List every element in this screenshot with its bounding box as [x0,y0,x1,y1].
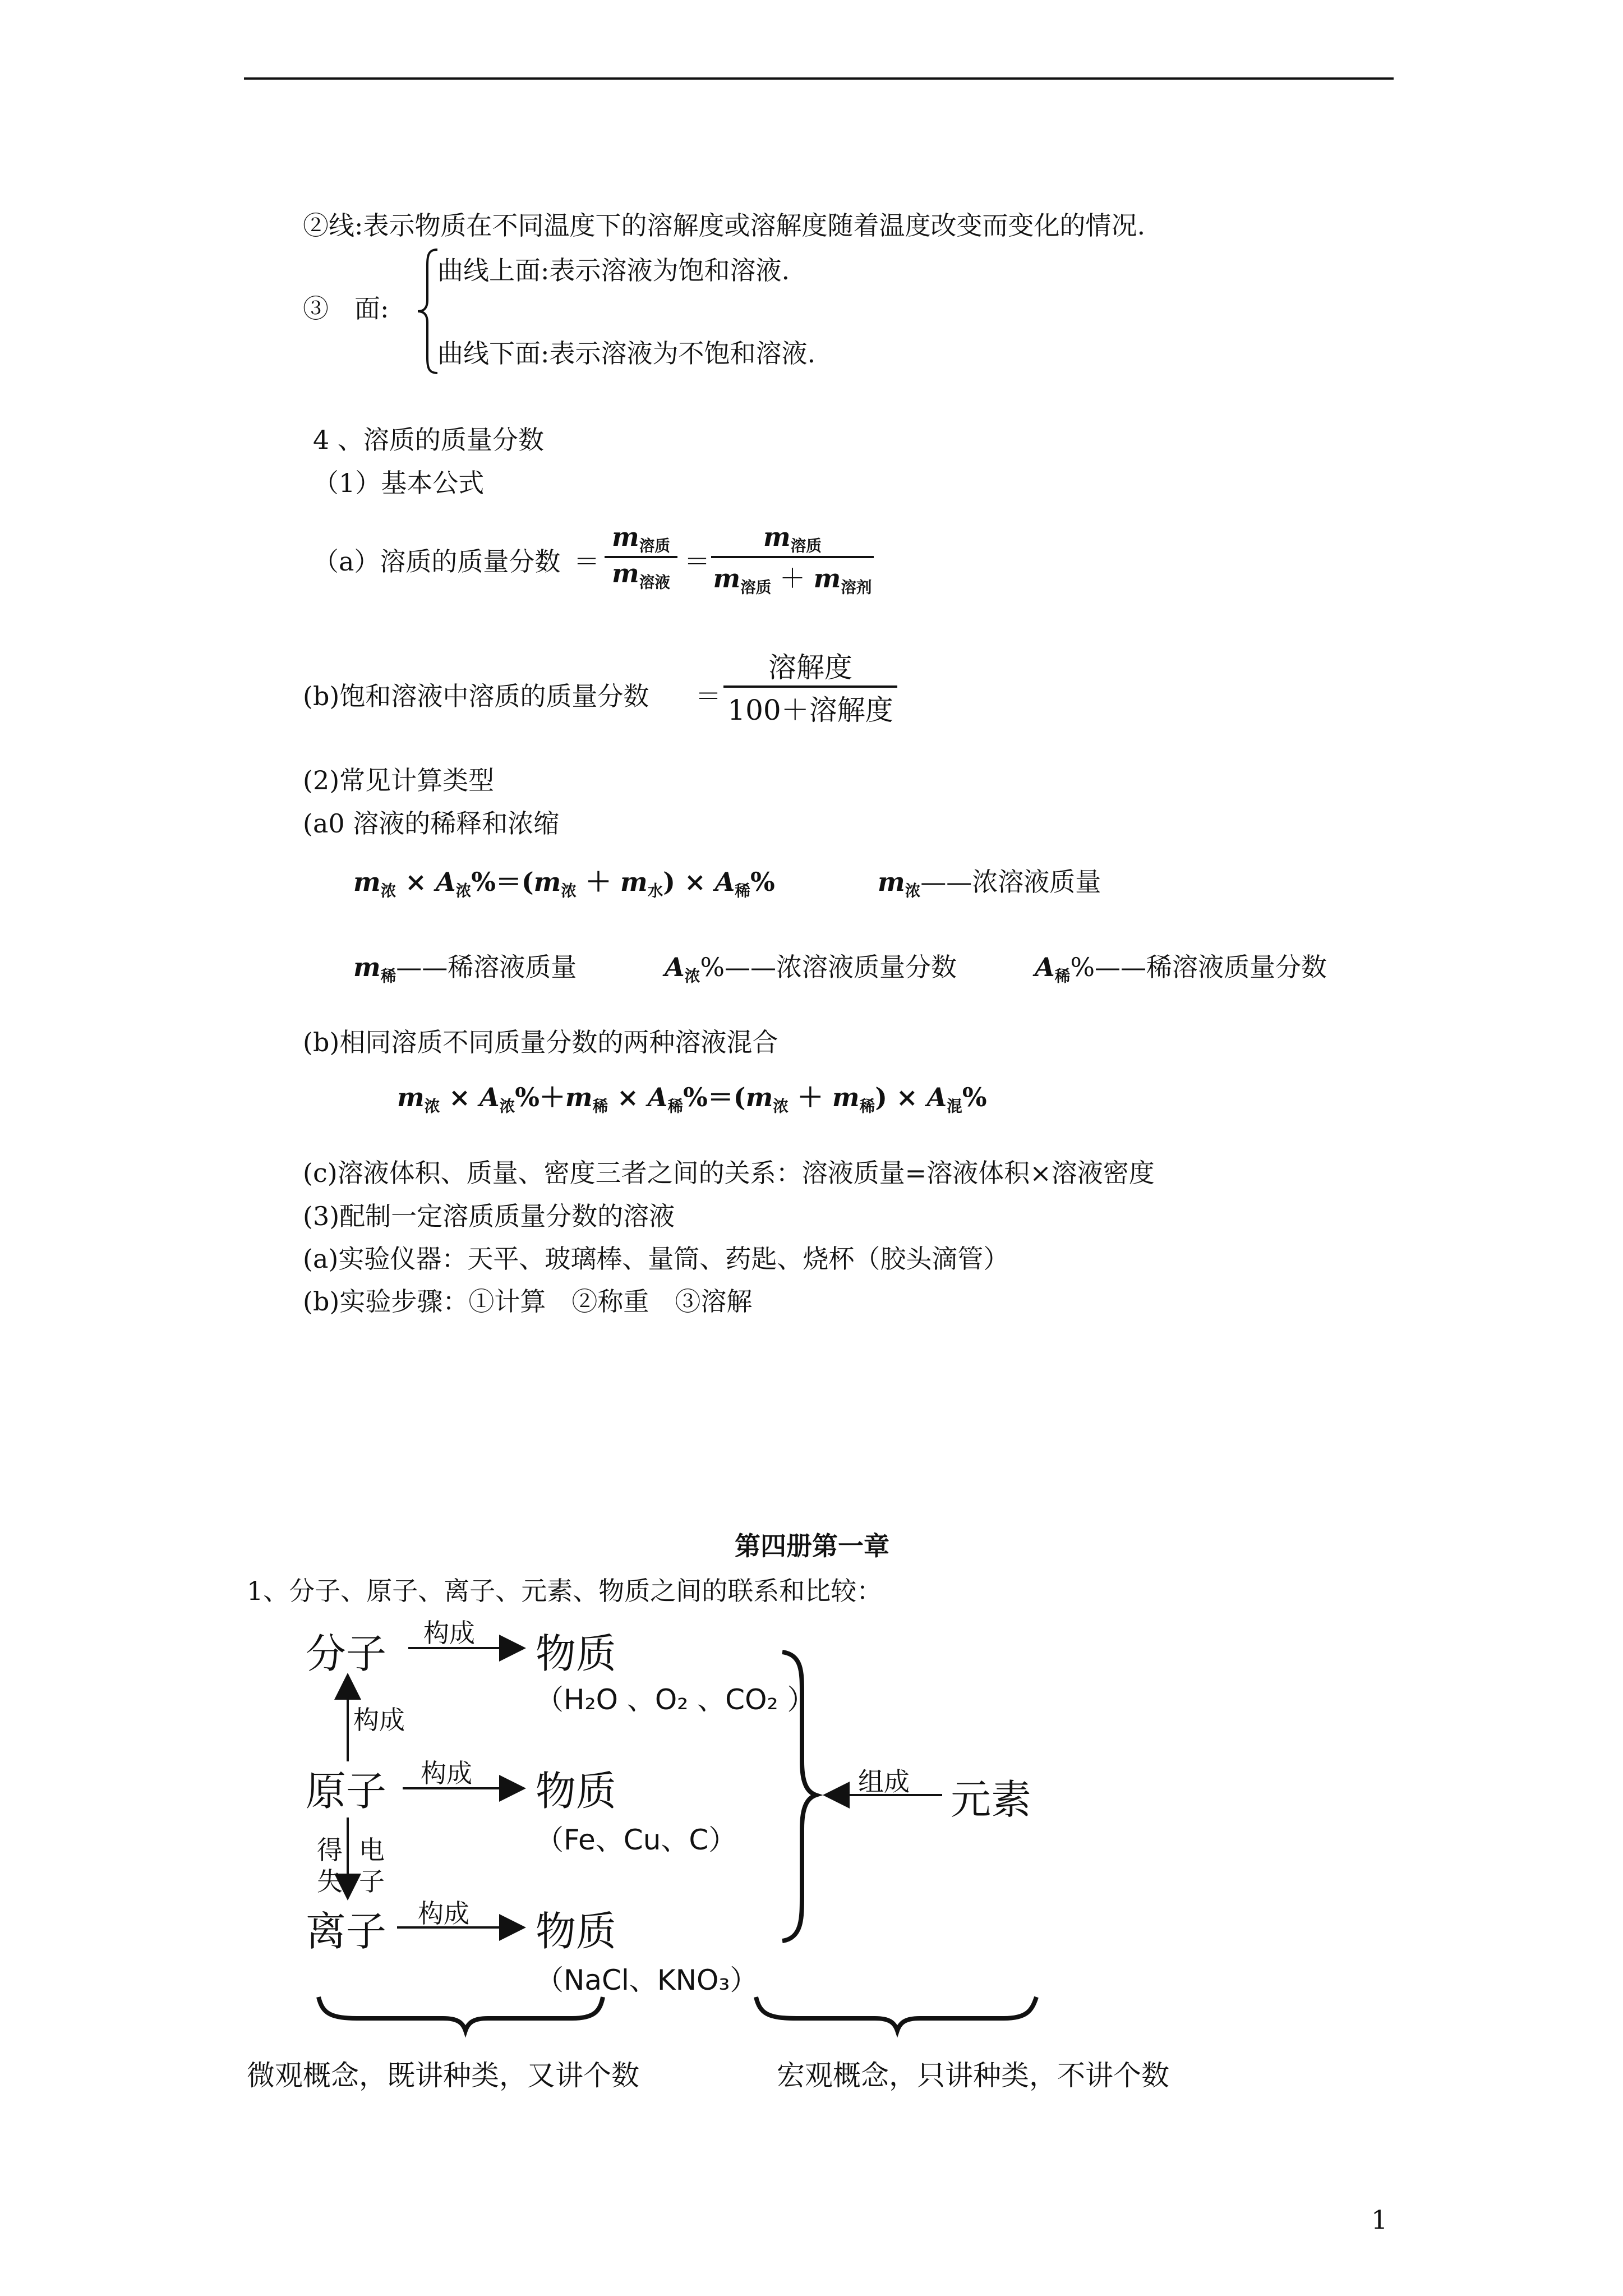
dilution-equation: $m_浓 \times A_浓\%=(m_浓 + m_水) \times A_稀\%$ [353,867,775,900]
section4-title: 4 、溶质的质量分数 [313,425,544,455]
fraction-a1: $m_{溶质}$ $m_{溶液}$ [605,522,677,592]
gain-label: 得 [317,1835,343,1865]
compose-label-2: 构成 [421,1758,472,1788]
above-curve-text: 曲线上面:表示溶液为饱和溶液. [437,255,790,286]
right-brace [782,1652,816,1941]
def-a-conc: $A_浓\%——$浓溶液质量分数 [665,952,957,986]
calc-types-heading: (2)常见计算类型 [303,765,495,795]
lose-label: 失 [317,1866,343,1897]
substance-label-2: 物质 [536,1768,617,1815]
prep-heading: (3)配制一定溶质质量分数的溶液 [303,1201,675,1231]
def-m-dilute: $m_稀——$稀溶液质量 [353,952,577,986]
face-label: ③ 面: [303,293,389,324]
equals-sign: ＝ [684,546,710,577]
def-a-dilute: $A_稀\%——$稀溶液质量分数 [1035,952,1327,986]
fraction-a2: $m_{溶质}$ $m_{溶质} + m_{溶剂}$ [711,522,874,597]
examples-2: （Fe、Cu、C） [536,1824,737,1856]
form-label: 组成 [858,1766,910,1797]
formula-b-label: (b)饱和溶液中溶质的质量分数 [303,681,649,711]
atom-label: 原子 [306,1768,387,1815]
equals-sign: ＝ [574,546,600,577]
mixing-equation: $m_浓 \times A_浓\%+m_稀 \times A_稀\%=(m_浓 + m_稀) \times A_混\%$ [397,1082,987,1116]
chapter-title: 第四册第一章 [735,1531,889,1561]
basic-formula-heading: （1）基本公式 [313,468,485,498]
compose-label-1: 构成 [423,1618,475,1648]
compose-label-3: 构成 [418,1898,469,1929]
substance-label-3: 物质 [536,1908,617,1955]
examples-3: （NaCl、KNO₃） [536,1964,758,1996]
micro-note: 微观概念，既讲种类，又讲个数 [247,2059,639,2092]
instruments-line: (a)实验仪器：天平、玻璃棒、量筒、药匙、烧杯（胶头滴管） [303,1244,1009,1274]
formula-a-label: （a）溶质的质量分数 [313,546,561,577]
electron-label-1: 电 [359,1835,385,1865]
element-label: 元素 [951,1776,1032,1823]
macro-brace [756,1997,1036,2031]
page-number: 1 [1371,2205,1388,2235]
dilution-heading: (a0 溶液的稀释和浓缩 [303,808,560,839]
molecule-label: 分子 [306,1630,387,1677]
chapter-item1: 1、分子、原子、离子、元素、物质之间的联系和比较： [247,1576,883,1606]
substance-label-1: 物质 [536,1630,617,1677]
compose-label-vertical: 构成 [353,1705,405,1735]
macro-note: 宏观概念，只讲种类，不讲个数 [777,2059,1169,2092]
def-m-conc: $m_浓——$浓溶液质量 [878,867,1101,900]
mixing-heading: (b)相同溶质不同质量分数的两种溶液混合 [303,1027,778,1057]
ion-label: 离子 [306,1908,387,1955]
electron-label-2: 子 [359,1866,385,1897]
equals-sign: ＝ [695,681,721,711]
fraction-b: 溶解度 100＋溶解度 [723,645,897,728]
relation-line: (c)溶液体积、质量、密度三者之间的关系：溶液质量=溶液体积×溶液密度 [303,1158,1155,1188]
micro-brace [319,1997,603,2031]
below-curve-text: 曲线下面:表示溶液为不饱和溶液. [437,338,816,369]
line-item: ②线:表示物质在不同温度下的溶解度或溶解度随着温度改变而变化的情况. [303,210,1146,241]
examples-1: （H₂O 、O₂ 、CO₂ ） [536,1683,815,1716]
steps-line: (b)实验步骤：①计算 ②称重 ③溶解 [303,1286,753,1317]
